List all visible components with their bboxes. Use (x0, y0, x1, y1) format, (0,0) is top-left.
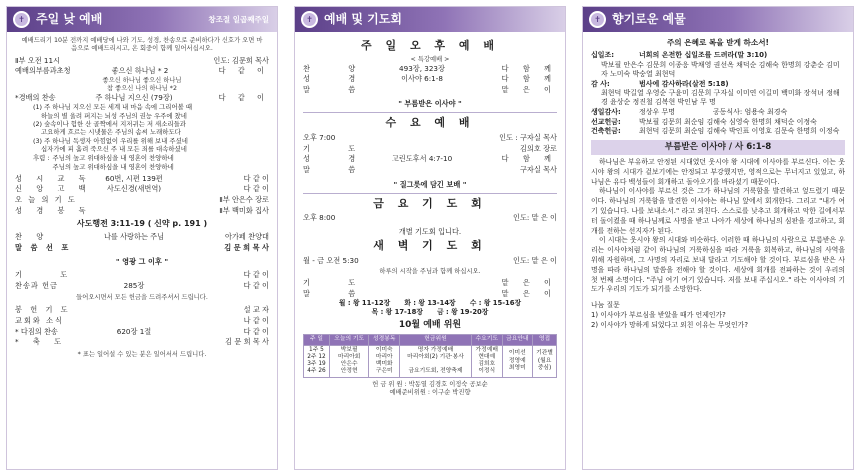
order-content: 60번, 시편 139편 (105, 173, 163, 183)
sermon-paragraph: 이 시대는 웃시야 왕의 시대와 비슷하다. 이러한 때 하나님의 사람으로 부름받은 우리는 이사야처럼 같이 하나님의 거룩하심을 따라 거룩을 회복하고, 하나님의 사역을 위해 자원하며, 그 사명의 자리로 보내 달라고 기도해야 할 것이다. 부르심을 받은 사명을 따라 하나님의 말씀을 전해야 할 것이다. 세상에 회개를 전파하는 것이 우리의 첫 번째 소명이다. "주님 여기 여기 있습니다. 저를 보내 주십시오." 라는 이사야의 기도가 우리의 기도가 되기를 소망한다. (591, 236, 845, 294)
gift-detail: 정상우 무명 공동식사: 엄용숙 최경숙 (639, 107, 788, 116)
order-performer: 맡 은 이 (501, 288, 557, 298)
gift-detail: 최현덕 김문희 최순임 김해숙 박인표 이영호 김문숙 한명희 이정숙 (639, 127, 840, 136)
order-label: 말 씀 (303, 288, 374, 298)
order-label: 찬 양 (15, 232, 50, 242)
table-cell: 1주 5 2주 12 3주 19 4주 26 (304, 345, 330, 377)
gift-names: 최현덕 박길열 우영순 구윤미 김문희 구자실 이미연 이길미 백미화 장석녀 정해경 윤상순 정진철 김복현 박인남 무 명 (601, 89, 840, 107)
order-performer: 구자실 목사 (519, 164, 557, 174)
order-label: * 다짐의 찬송 (15, 326, 58, 336)
order-performer: 김 문 희 목 사 (224, 242, 269, 252)
song-line: 좋으신 하나님 좋으신 하나님 (102, 76, 182, 84)
divider (303, 112, 557, 113)
dawn-time: 월 - 금 오전 5:30 (303, 255, 359, 265)
panel-header (7, 7, 277, 32)
order-label: 기 도 (303, 278, 374, 288)
table-cell: 이미선 정영예 최영미 (502, 345, 533, 377)
panel-title: 향기로운 예물 (612, 12, 686, 26)
order-performer: 다 같 이 (243, 173, 269, 183)
order-label: 교회와 소식 (15, 316, 65, 326)
order-label: 봉 헌 기 도 (15, 305, 71, 315)
wednesday-title: 수 요 예 배 (385, 116, 475, 130)
dawn-schedule: 목 : 왕 17-18장 금 : 왕 19-20장 (371, 307, 489, 316)
refrain-line: 주님의 높고 위대하심을 내 영혼이 찬양하네 (52, 162, 174, 171)
footer-note: * 표는 일어설 수 있는 분은 일어서서 드립니다. (77, 350, 207, 358)
hymn-line: 하늘의 별 울려 퍼지는 뇌성 주님의 권능 우주에 찼네 (41, 111, 187, 120)
order-content: 좋으신 하나님 * 2 (111, 66, 169, 76)
table-cell: 박보필 마리아회 안은수 안정현 (329, 345, 369, 377)
sunday-pm-title: 주 일 오 후 예 배 (361, 39, 499, 52)
sermon-title: " 영광 그 이후 " (115, 257, 169, 267)
order-performer: 아가페 찬양대 (225, 232, 269, 242)
gift-category: 생일감사: (591, 107, 621, 116)
dawn-title: 새 벽 기 도 회 (373, 238, 487, 252)
hymn-line: 고요하게 흐르는 시냇물은 주님의 솜씨 노래하도다 (41, 128, 181, 137)
order-performer: Ⅱ부 백미화 집사 (219, 205, 269, 215)
committee-title: 10월 예배 위원 (398, 320, 462, 331)
hymn-line: (1) 주 하나님 지으신 모든 세계 내 마음 속에 그리어볼 때 (33, 103, 193, 112)
order-label: *경배의 찬송 (15, 92, 56, 102)
gift-names: 박보필 안은수 김문희 이종응 박채영 권선옥 채덕순 김해숙 한명희 강춘순 김미자 노미숙 박숭열 최현덕 (601, 61, 840, 78)
order-label: 기 도 (303, 143, 374, 153)
gift-detail: 박보필 김문희 최순임 김해숙 심영숙 한명희 채덕순 이정숙 (639, 117, 817, 126)
order-performer: 다 함 께 (501, 154, 557, 164)
order-content: 나를 사랑하는 주님 (103, 232, 165, 242)
table-header: 영접 (533, 335, 557, 345)
divider (303, 193, 557, 194)
order-content: 주 하나님 지으신 (79장) (95, 92, 173, 102)
refrain-line: 주님의 높고 위대하심을 내 영혼이 찬양하네 (52, 154, 174, 163)
order-label: 성 시 교 독 (15, 173, 92, 183)
gift-category: 감 사: (591, 79, 610, 88)
order-performer: 설 교 자 (243, 305, 269, 315)
order-content: 사도신경(새번역) (106, 184, 162, 194)
order-label: 찬송과 헌금 (15, 281, 59, 290)
friday-leader: 인도: 맡 은 이 (513, 213, 557, 223)
order-label: 말 씀 (303, 84, 374, 94)
order-label: 신 앙 고 백 (15, 184, 92, 194)
services-panel (294, 6, 566, 470)
friday-time: 오후 8:00 (303, 213, 336, 223)
offerings-panel (582, 6, 854, 470)
order-performer: 다 같 이 (218, 92, 269, 102)
pm-sermon-title: " 부름받은 이사야 " (398, 99, 462, 109)
friday-note: 개별 기도회 입니다. (398, 226, 462, 236)
offering-note: 들어오시면서 모든 헌금을 드려주셔서 드립니다. (76, 293, 208, 301)
order-label: * 축 도 (15, 337, 68, 347)
order-content: 고린도후서 4:7-10 (391, 154, 453, 164)
order-performer: 다 같 이 (243, 281, 269, 290)
service-leader: 인도: 김문희 목사 (213, 55, 269, 65)
table-cell: 명자 가정예배 마리아회(2) 기관·봉사 금요기도회, 전양축제 (400, 345, 472, 377)
offering-headline: 주의 은혜로 복을 받게 하소서! (666, 38, 770, 47)
wednesday-time: 오후 7:00 (303, 133, 336, 143)
order-content: 285장 (123, 281, 145, 290)
order-label: 기 도 (15, 270, 86, 280)
order-label: 말 씀 선 포 (15, 242, 72, 252)
panel-header (295, 7, 565, 32)
treasurer-list: 헌 금 위 원 : 박동열 김경호 이정숙 공보순 (372, 380, 488, 388)
table-cell: 기관별 (월요 중심) (533, 345, 557, 377)
order-performer: 다 함 께 (501, 63, 557, 73)
order-content: 493장, 323장 (399, 63, 445, 73)
sunday-worship-panel (6, 6, 278, 470)
order-performer: 김의호 장로 (519, 143, 557, 153)
table-header: 성경봉독 (369, 335, 400, 345)
order-label: 말 씀 (303, 164, 374, 174)
cross-icon: ✝ (301, 11, 318, 28)
order-performer: 다 같 이 (218, 66, 269, 76)
sermon-header: 부름받은 이사야 / 사 6:1-8 (591, 140, 845, 155)
order-content: 이사야 6:1-8 (401, 74, 443, 84)
service-time: Ⅱ부 오전 11시 (15, 55, 61, 65)
committee-table (303, 334, 557, 377)
scripture-reference: 사도행전 3:11-19 ( 신약 p. 191 ) (76, 219, 208, 229)
friday-title: 금 요 기 도 회 (373, 196, 487, 210)
order-performer: 다 같 이 (243, 270, 269, 280)
order-label: 성 경 봉 독 (15, 205, 92, 215)
sunday-pm-subtitle: < 특강예배 > (410, 55, 450, 63)
questions-title: 나눔 질문 (591, 301, 620, 310)
cross-icon: ✝ (13, 11, 30, 28)
sermon-paragraph: 하나님이 이사야를 부르신 것은 그가 하나님의 거룩함을 발견하고 엎드렸기 때문이다. 하나님의 거룩함을 발견한 이사야는 하나님 앞에서 회개한다. 그리고 "내가 여기 있습니다. 나를 보내소서." 라고 외친다. 스스로를 낮추고 회개하고 악한 길에서부터 돌이켰을 때 하나님께로 사명을 받고 나아가 세상에 하나님의 심판을 경고하고, 회개를 전하는 선지자가 된다. (591, 187, 845, 235)
prep-committee: 예배준비위원 : 이구순 박진향 (389, 388, 471, 396)
order-content: 620장 1절 (116, 326, 152, 336)
wed-sermon-title: " 질그릇에 담긴 보배 " (393, 179, 467, 189)
table-cell: 이미숙 마리아 백미화 구은미 (369, 345, 400, 377)
intro-text: 예배드리기 10분 전까지 예배당에 나와 기도, 성경, 찬송으로 준비하다가 신호가 오면 마음으로 예배드리시고, 온 회중이 함께 일어서십시오. (21, 37, 263, 52)
dawn-note: 하루의 시작을 주님과 함께 하십시오. (379, 268, 481, 276)
order-label: 성 경 (303, 154, 374, 164)
table-header: 수요기도 (471, 335, 502, 345)
table-header: 금요안내 (502, 335, 533, 345)
hymn-line: 십자가에 피 흘려 죽으신 주 내 모든 죄를 대속하셨네 (41, 144, 187, 153)
gift-detail: 너희의 온전한 십일조를 드려라(말 3:10) (639, 51, 768, 60)
question-item: 1) 이사야가 부르심을 받았을 때가 언제인가? (591, 311, 726, 320)
cross-icon: ✝ (589, 11, 606, 28)
order-performer: 김 문 희 목 사 (225, 337, 269, 347)
song-line: 참 좋으신 나의 하나님 *2 (107, 84, 177, 92)
dawn-leader: 인도: 맡 은 이 (513, 255, 557, 265)
table-header: 헌금위원 (400, 335, 472, 345)
order-performer: 맡 은 이 (501, 84, 557, 94)
panel-title: 주일 낮 예배 (36, 12, 103, 26)
order-performer: Ⅱ부 안은수 장로 (219, 195, 269, 205)
order-performer: 나 같 이 (243, 316, 269, 326)
order-label: 예배의부름과초청 (15, 66, 71, 76)
panel-header (583, 7, 853, 32)
panel-subtitle: 창조절 일곱째주일 (208, 14, 269, 24)
order-performer: 다 함 께 (501, 74, 557, 84)
gift-category: 십일조: (591, 51, 615, 60)
gift-category: 선교헌금: (591, 117, 621, 126)
table-cell: 가정예배 현대예 김희호 이정식 (471, 345, 502, 377)
order-label: 찬 양 (303, 63, 374, 73)
dawn-schedule: 월 : 왕 11-12장 화 : 왕 13-14장 수 : 왕 15-16장 (338, 299, 522, 308)
panel-title: 예배 및 기도회 (324, 12, 402, 26)
order-label: 오 늘 의 기 도 (15, 195, 77, 205)
sermon-paragraph: 하나님은 부유하고 안정된 시대였던 웃시야 왕 시대에 이사야를 부르신다. 이는 웃시야 왕의 시대가 겉보기에는 안정되고 부강했지만, 영적으로는 무너지고 있었고, 하나님은 유다 백성들이 회개하고 돌아오기를 바라셨기 때문이다. (591, 157, 845, 186)
refrain-label: 후렴 : (33, 154, 50, 163)
table-header: 오늘의 기도 (329, 335, 369, 345)
hymn-line: (2) 숲속이나 험한 산 골짝에서 지저귀는 저 새소리들과 (33, 119, 186, 128)
order-performer: 다 같 이 (243, 184, 269, 194)
order-performer: 다 같 이 (243, 326, 269, 336)
hymn-line: (3) 주 하나님 독생자 아낌없이 우리를 위해 보내 주셨네 (33, 136, 188, 145)
order-label: 성 경 (303, 74, 374, 84)
gift-detail: 범사에 감사하라(살전 5:18) (639, 79, 729, 88)
table-header: 주 일 (304, 335, 330, 345)
gift-category: 건축헌금: (591, 127, 621, 136)
order-performer: 맡 은 이 (501, 278, 557, 288)
question-item: 2) 이사야가 망하게 되었다고 외친 이유는 무엇인가? (591, 321, 748, 330)
wednesday-leader: 인도 : 구자실 목사 (499, 133, 557, 143)
